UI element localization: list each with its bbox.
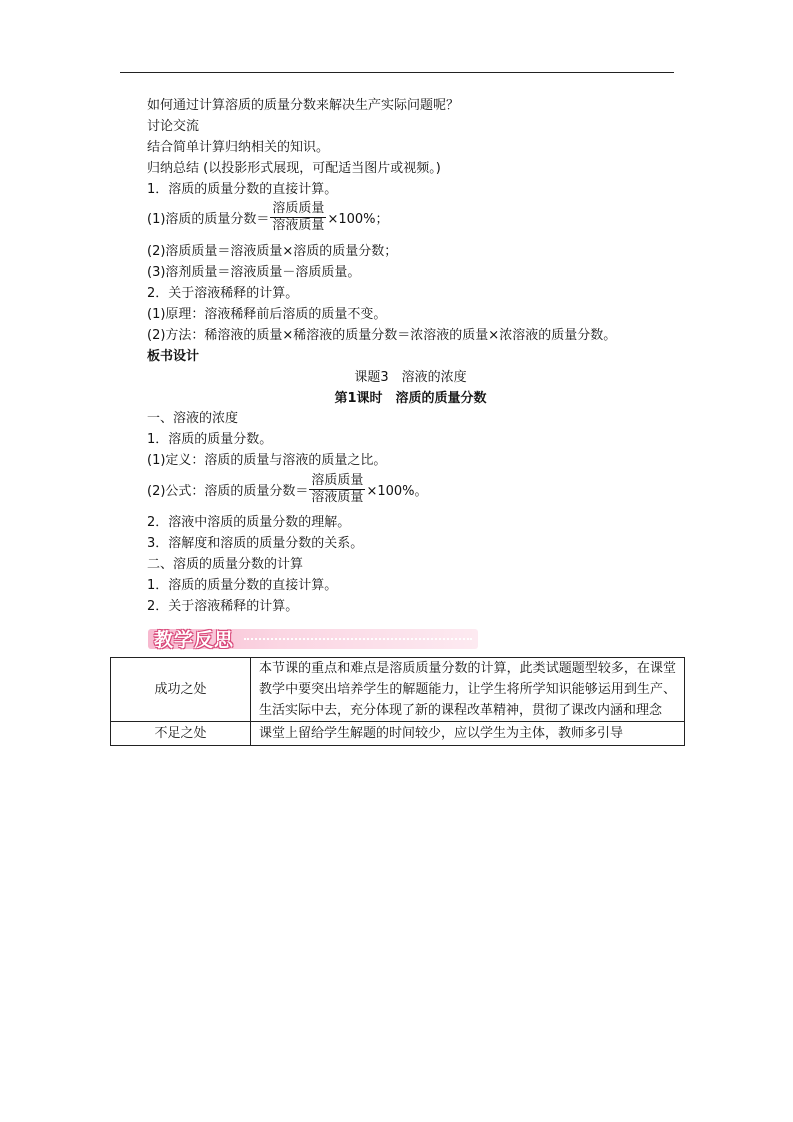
row-head-shortcoming: 不足之处: [111, 722, 251, 746]
formula-2-fraction: [309, 473, 365, 506]
section-1-item-1: 1．溶质的质量分数。: [147, 432, 273, 447]
formula-2-suffix: ×100%。: [366, 484, 428, 499]
formula-1-prefix: (1)溶质的质量分数＝: [147, 212, 270, 227]
board-heading: 板书设计: [147, 349, 200, 364]
topic-title: 课题3 溶液的浓度: [354, 370, 467, 385]
point-1: 1．溶质的质量分数的直接计算。: [147, 182, 338, 197]
formula-1-denominator: 溶液质量: [272, 218, 325, 233]
row-body-shortcoming: 课堂上留给学生解题的时间较少，应以学生为主体，教师多引导: [251, 722, 685, 746]
formula-1-suffix: ×100%；: [327, 212, 389, 227]
section-1-definition: (1)定义：溶质的质量与溶液的质量之比。: [147, 453, 387, 468]
point-2: (2)溶质质量＝溶液质量×溶质的质量分数；: [147, 244, 398, 259]
section-2: 二、溶质的质量分数的计算: [147, 557, 304, 572]
table-row: [111, 722, 685, 746]
header-rule: [120, 72, 674, 73]
point-4: 2．关于溶液稀释的计算。: [147, 286, 299, 301]
formula-2: [147, 473, 428, 506]
point-3: (3)溶剂质量＝溶液质量－溶质质量。: [147, 265, 361, 280]
question-text: 如何通过计算溶质的质量分数来解决生产实际问题呢？: [147, 98, 460, 113]
row-head-success: 成功之处: [111, 658, 251, 722]
formula-2-denominator: 溶液质量: [311, 490, 364, 505]
section-1-item-3: 3．溶解度和溶质的质量分数的关系。: [147, 536, 364, 551]
banner-dots: [244, 638, 472, 640]
reflection-banner: [148, 625, 478, 651]
discuss-heading: 讨论交流: [147, 119, 200, 134]
formula-1-fraction: [270, 201, 326, 234]
section-1: 一、溶液的浓度: [147, 411, 239, 426]
formula-1-numerator: 溶质质量: [272, 201, 325, 216]
table-row: [111, 658, 685, 722]
section-1-item-2: 2．溶液中溶质的质量分数的理解。: [147, 515, 351, 530]
point-6: (2)方法：稀溶液的质量×稀溶液的质量分数＝浓溶液的质量×浓溶液的质量分数。: [147, 328, 617, 343]
formula-1: [147, 201, 389, 234]
formula-2-numerator: 溶质质量: [311, 473, 364, 488]
section-2-item-2: 2．关于溶液稀释的计算。: [147, 599, 299, 614]
summary-note: (以投影形式展现，可配适当图片或视频。): [203, 161, 441, 176]
lesson-title: 第1课时 溶质的质量分数: [334, 391, 487, 406]
row-body-success: 本节课的重点和难点是溶质质量分数的计算，此类试题题型较多，在课堂教学中要突出培养学生的解题能力，让学生将所学知识能够运用到生产、生活实际中去，充分体现了新的课程改革精神，贯彻了课改内涵和理念: [251, 658, 685, 722]
point-5: (1)原理：溶液稀释前后溶质的质量不变。: [147, 307, 387, 322]
section-2-item-1: 1．溶质的质量分数的直接计算。: [147, 578, 338, 593]
reflection-table: [110, 657, 685, 746]
banner-title: 教学反思: [154, 629, 235, 651]
formula-2-prefix: (2)公式：溶质的质量分数＝: [147, 484, 309, 499]
combine-text: 结合简单计算归纳相关的知识。: [147, 140, 330, 155]
summary-line: [147, 160, 441, 178]
summary-heading: 归纳总结: [147, 161, 200, 176]
